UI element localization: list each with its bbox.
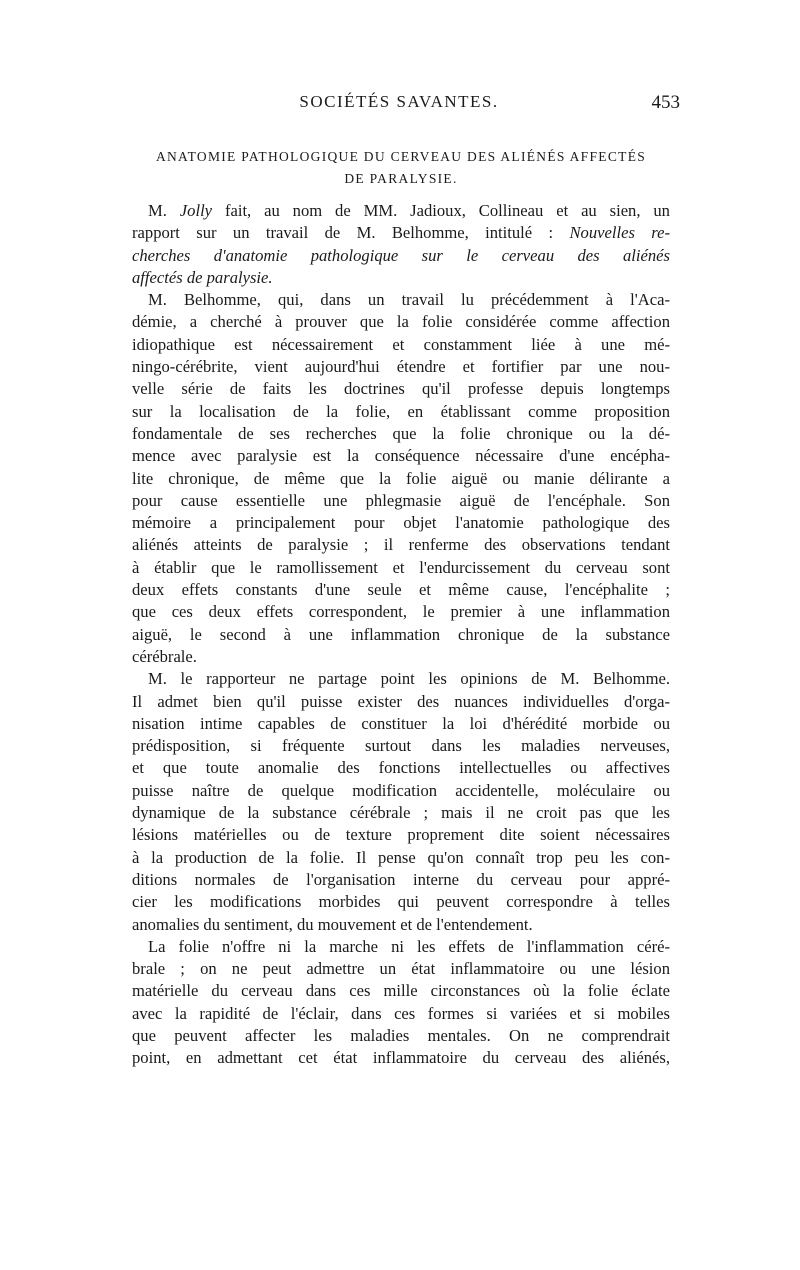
text-line: sur la localisation de la folie, en établissant comme proposition bbox=[132, 401, 670, 421]
text-line: mence avec paralysie est la conséquence nécessaire d'une encépha- bbox=[132, 446, 670, 466]
text-line: lésions matérielles ou de texture proprement dite soient nécessaires bbox=[132, 825, 670, 845]
text-line: anomalies du sentiment, du mouvement et de l'entendement. bbox=[132, 914, 533, 934]
text-line: La folie n'offre ni la marche ni les effets de l'inflammation céré- bbox=[148, 936, 670, 956]
text-line: cérébrale. bbox=[132, 646, 197, 666]
text-line: à établir que le ramollissement et l'endurcissement du cerveau sont bbox=[132, 557, 670, 577]
text-line: dynamique de la substance cérébrale ; mais il ne croit pas que les bbox=[132, 803, 670, 823]
text-line: idiopathique est nécessairement et constamment liée à une mé- bbox=[132, 334, 670, 354]
text-line: lite chronique, de même que la folie aiguë ou manie délirante a bbox=[132, 468, 670, 488]
text-line: aiguë, le second à une inflammation chronique de la substance bbox=[132, 624, 670, 644]
text-line: brale ; on ne peut admettre un état inflammatoire ou une lésion bbox=[132, 959, 670, 979]
running-head bbox=[118, 92, 680, 116]
text-line: ningo-cérébrite, vient aujourd'hui étendre et fortifier par une nou- bbox=[132, 357, 670, 377]
text-line: rapport sur un travail de M. Belhomme, intitulé : Nouvelles re- bbox=[132, 223, 670, 243]
text-line: que peuvent affecter les maladies mentales. On ne comprendrait bbox=[132, 1025, 670, 1045]
text-line: M. le rapporteur ne partage point les opinions de M. Belhomme. bbox=[148, 669, 670, 689]
text-line: avec la rapidité de l'éclair, dans ces formes si variées et si mobiles bbox=[132, 1003, 670, 1023]
text-line: affectés de paralysie. bbox=[132, 267, 273, 287]
text-line: pour cause essentielle une phlegmasie aiguë de l'encéphale. Son bbox=[132, 490, 670, 510]
text-line: cier les modifications morbides qui peuvent correspondre à telles bbox=[132, 892, 670, 912]
text-line: deux effets constants d'une seule et même cause, l'encéphalite ; bbox=[132, 580, 670, 600]
running-title: SOCIÉTÉS SAVANTES. bbox=[299, 92, 499, 111]
text-line: Il admet bien qu'il puisse exister des nuances individuelles d'orga- bbox=[132, 691, 670, 711]
article-title bbox=[132, 146, 670, 190]
text-line: fondamentale de ses recherches que la folie chronique ou la dé- bbox=[132, 423, 670, 443]
text-line: démie, a cherché à prouver que la folie considérée comme affection bbox=[132, 312, 670, 332]
text-line: M. Jolly fait, au nom de MM. Jadioux, Collineau et au sien, un bbox=[148, 201, 670, 220]
page-number: 453 bbox=[651, 92, 680, 113]
author-name: Jolly bbox=[179, 201, 213, 220]
text-line: matérielle du cerveau dans ces mille circonstances où la folie éclate bbox=[132, 981, 670, 1001]
text-line: puisse naître de quelque modification accidentelle, moléculaire ou bbox=[132, 780, 670, 800]
text-line: mémoire a principalement pour objet l'anatomie pathologique des bbox=[132, 513, 670, 533]
article-title-line: DE PARALYSIE. bbox=[344, 171, 458, 186]
text-line: prédisposition, si fréquente surtout dans les maladies nerveuses, bbox=[132, 736, 670, 756]
article-body bbox=[132, 200, 670, 1070]
text-line: que ces deux effets correspondent, le premier à une inflammation bbox=[132, 602, 670, 622]
text-line: point, en admettant cet état inflammatoire du cerveau des aliénés, bbox=[132, 1048, 670, 1068]
text-line: et que toute anomalie des fonctions intellectuelles ou affectives bbox=[132, 758, 670, 778]
text-line: velle série de faits les doctrines qu'il professe depuis longtemps bbox=[132, 379, 670, 399]
text-line: à la production de la folie. Il pense qu'on connaît trop peu les con- bbox=[132, 847, 670, 867]
text-line: nisation intime capables de constituer la loi d'hérédité morbide ou bbox=[132, 713, 670, 733]
article-title-line: ANATOMIE PATHOLOGIQUE DU CERVEAU DES ALIÉNÉS AFFECTÉS bbox=[155, 149, 647, 164]
text-line: ditions normales de l'organisation interne du cerveau pour appré- bbox=[132, 869, 670, 889]
text-line: aliénés atteints de paralysie ; il renferme des observations tendant bbox=[132, 535, 670, 555]
text-line: M. Belhomme, qui, dans un travail lu précédemment à l'Aca- bbox=[148, 290, 670, 310]
text-line: cherches d'anatomie pathologique sur le cerveau des aliénés bbox=[132, 245, 670, 265]
